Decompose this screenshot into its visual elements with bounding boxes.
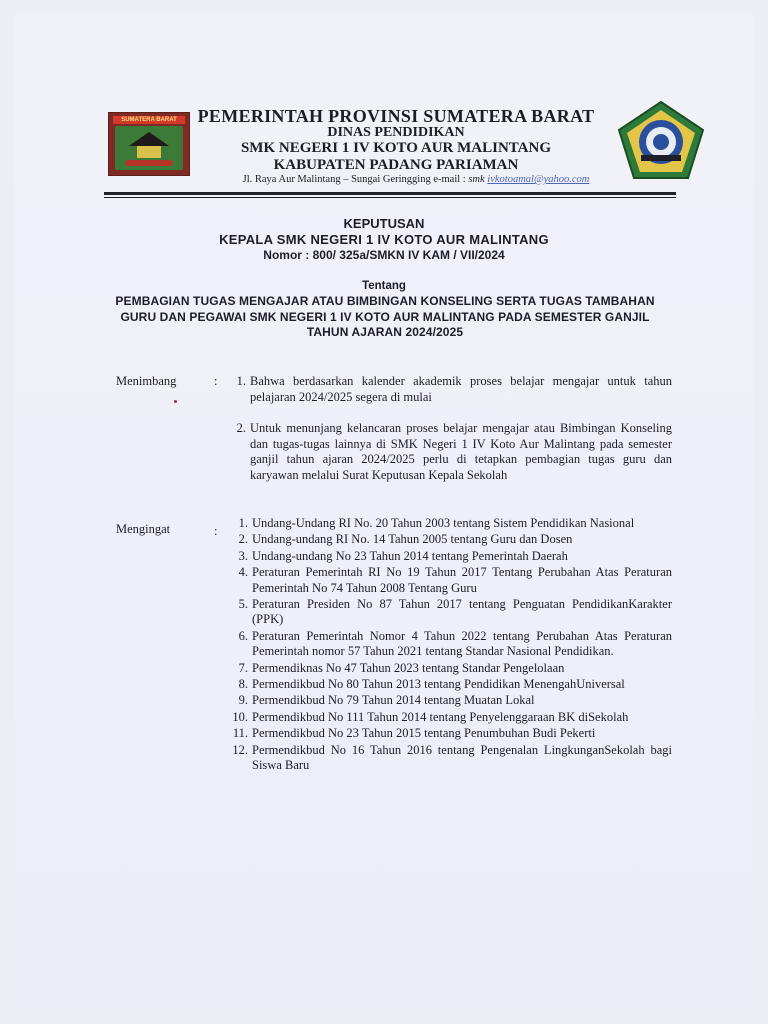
list-item: 8. Permendikbud No 80 Tahun 2013 tentang Pendidikan MenengahUniversal <box>238 677 625 692</box>
decree-subject: PEMBAGIAN TUGAS MENGAJAR ATAU BIMBINGAN KONSELING SERTA TUGAS TAMBAHAN GURU DAN PEGAWAI SMK NEGERI 1 IV KOTO AUR MALINTANG PADA SEMESTER GANJIL TAHUN AJARAN 2024/2025 <box>115 294 655 339</box>
list-item: 10. Permendikbud No 111 Tahun 2014 tentang Penyelenggaraan BK diSekolah <box>232 709 629 724</box>
list-item: 2. Undang-undang RI No. 14 Tahun 2005 tentang Guru dan Dosen <box>238 532 573 547</box>
list-item: 4. Peraturan Pemerintah RI No 19 Tahun 2017 Tentang Perubahan Atas Peraturan Pemerintah No 74 Tahun 2008 Tentang Guru <box>238 565 672 595</box>
list-item: 2. Untuk menunjang kelancaran proses belajar mengajar atau Bimbingan Konseling dan tugas-tugas lainnya di SMK Negeri 1 IV Koto Aur Malintang pada semester ganjil tahun ajaran 2024/2025 perlu di tetapkan pembagian tugas guru dan karyawan melalui Surat Keputusan Kepala Sekolah <box>236 421 672 482</box>
list-item: 11. Permendikbud No 23 Tahun 2015 tentang Penumbuhan Budi Pekerti <box>232 726 596 741</box>
school-logo <box>616 100 706 182</box>
mengingat-colon: : <box>214 524 218 538</box>
mengingat-label: Mengingat <box>116 522 171 536</box>
letterhead-regency: KABUPATEN PADANG PARIAMAN <box>273 157 519 173</box>
list-item: 5. Peraturan Presiden No 87 Tahun 2017 tentang Penguatan PendidikanKarakter (PPK) <box>238 597 672 627</box>
letterhead-rule-thin <box>104 197 676 198</box>
province-logo <box>108 112 190 176</box>
email-prefix: smk <box>468 174 485 185</box>
list-item: 1. Bahwa berdasarkan kalender akademik proses belajar mengajar untuk tahun pelajaran 2024/2025 segera di mulai <box>236 374 672 404</box>
list-item: 3. Undang-undang No 23 Tahun 2014 tentang Pemerintah Daerah <box>238 548 568 563</box>
list-item: 1. Undang-Undang RI No. 20 Tahun 2003 tentang Sistem Pendidikan Nasional <box>238 516 635 530</box>
email-link[interactable]: ivkotoamal@yahoo.com <box>487 174 590 185</box>
menimbang-label: Menimbang <box>116 374 177 388</box>
letterhead-address <box>196 174 636 185</box>
mengingat-list <box>226 516 672 774</box>
letterhead-school: SMK NEGERI 1 IV KOTO AUR MALINTANG <box>240 140 552 156</box>
list-item: 9. Permendikbud No 79 Tahun 2014 tentang Muatan Lokal <box>238 693 535 708</box>
province-logo-band: SUMATERA BARAT <box>113 116 185 124</box>
menimbang-list <box>224 374 672 483</box>
decree-title: KEPUTUSAN <box>343 216 425 231</box>
decree-issuer: KEPALA SMK NEGERI 1 IV KOTO AUR MALINTANG <box>219 232 549 247</box>
menimbang-colon: : <box>214 374 218 388</box>
decree-tentang: Tentang <box>362 280 406 292</box>
list-item: 12. Permendikbud No 16 Tahun 2016 tentang Pengenalan LingkunganSekolah bagi Siswa Baru <box>232 742 672 773</box>
letterhead-agency: DINAS PENDIDIKAN <box>327 125 465 140</box>
list-item: 7. Permendiknas No 47 Tahun 2023 tentang Standar Pengelolaan <box>238 660 565 675</box>
address-text: Jl. Raya Aur Malintang – Sungai Geringging e-mail : <box>242 174 466 185</box>
decree-number: Nomor : 800/ 325a/SMKN IV KAM / VII/2024 <box>263 248 505 262</box>
letterhead-rule-thick <box>104 192 676 195</box>
list-item: 6. Peraturan Pemerintah Nomor 4 Tahun 2022 tentang Perubahan Atas Peraturan Pemerintah nomor 57 Tahun 2021 tentang Standar Nasional Pendidikan. <box>238 628 672 659</box>
letterhead-government: PEMERINTAH PROVINSI SUMATERA BARAT <box>197 106 595 126</box>
